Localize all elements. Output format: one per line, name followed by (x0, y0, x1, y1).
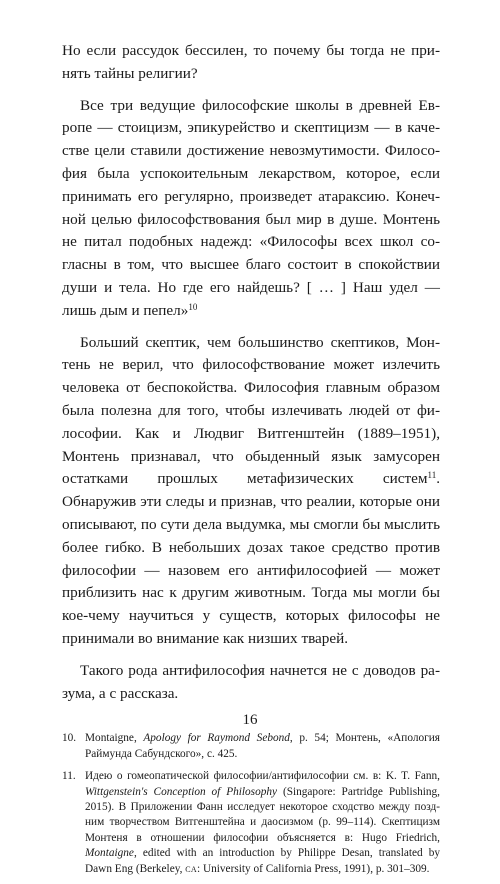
footnote-text: Montaigne, Apology for Raymond Sebond, p. 54; Монтень, «Апология Раймунда Сабундского», с. 425. (85, 732, 440, 760)
footnote-number: 10. (62, 732, 77, 745)
paragraph: Все три ведущие философские школы в древней Европе — стоицизм, эпикурейство и скептицизм — в качестве цели ставили достижение невозмутимости. Философия была успокоительным лекарством, которое, если принимать его регулярно, произведет атараксию. Конечной целью философствования был мир в душе. Монтень не питал подобных надежд: «Философы всех школ согласны в том, что высшее благо состоит в спокойствии души и тела. Но где его найдешь? [ … ] Наш удел — лишь дым и пепел»$^{10}$ (62, 96, 440, 319)
paragraph: Но если рассудок бессилен, то почему бы тогда не принять тайны религии? (62, 42, 440, 82)
footnote-ref: 11 (427, 470, 437, 481)
footnote-number: 11. (62, 770, 76, 783)
page-number: 16 (242, 712, 258, 728)
paragraph: Такого рода антифилософия начнется не с доводов разума, а с рассказа. (62, 661, 440, 702)
footnote-text: Идею о гомеопатической философии/антифилософии см. в: K. T. Fann, Wittgenstein's Conception of Philosophy (Singapore: Partridge Publishing, 2015). В Приложении Фанн исследует некоторое сходство между поздним творчеством Витгенштейна и даосизмом (p. 99–114). Скептицизм Монтеня в отношении философии объясняется в: Hugo Friedrich, Montaigne, edited with an introduction by Philippe Desan, translated by Dawn Eng (Berkeley, ca: University of California Press, 1991), p. 301–309. (85, 770, 440, 875)
main-text (62, 40, 440, 705)
paragraph: Больший скептик, чем большинство скептиков, Монтень не верил, что философствование может излечить человека от беспокойства. Философия главным образом была полезна для того, чтобы излечивать людей от философии. Как и Людвиг Витгенштейн (1889–1951), Монтень признавал, что обыденный язык замусорен остатками прошлых метафизических систем$^{11}$. Обнаружив эти следы и признав, что реалии, которые они описывают, по сути дела выдумка, мы смогли бы мыслить более гибко. В небольших дозах такое средство против философии — назовем его антифилософией — может приблизить нас к другим животным. Тогда мы могли бы кое-чему научиться у существ, которых философы не принимали во внимание как низших тварей. (62, 333, 440, 647)
footnote-ref: 10 (188, 301, 198, 312)
footnotes (62, 731, 440, 877)
book-page (62, 40, 440, 884)
footnote (62, 769, 440, 877)
footnote (62, 731, 440, 762)
